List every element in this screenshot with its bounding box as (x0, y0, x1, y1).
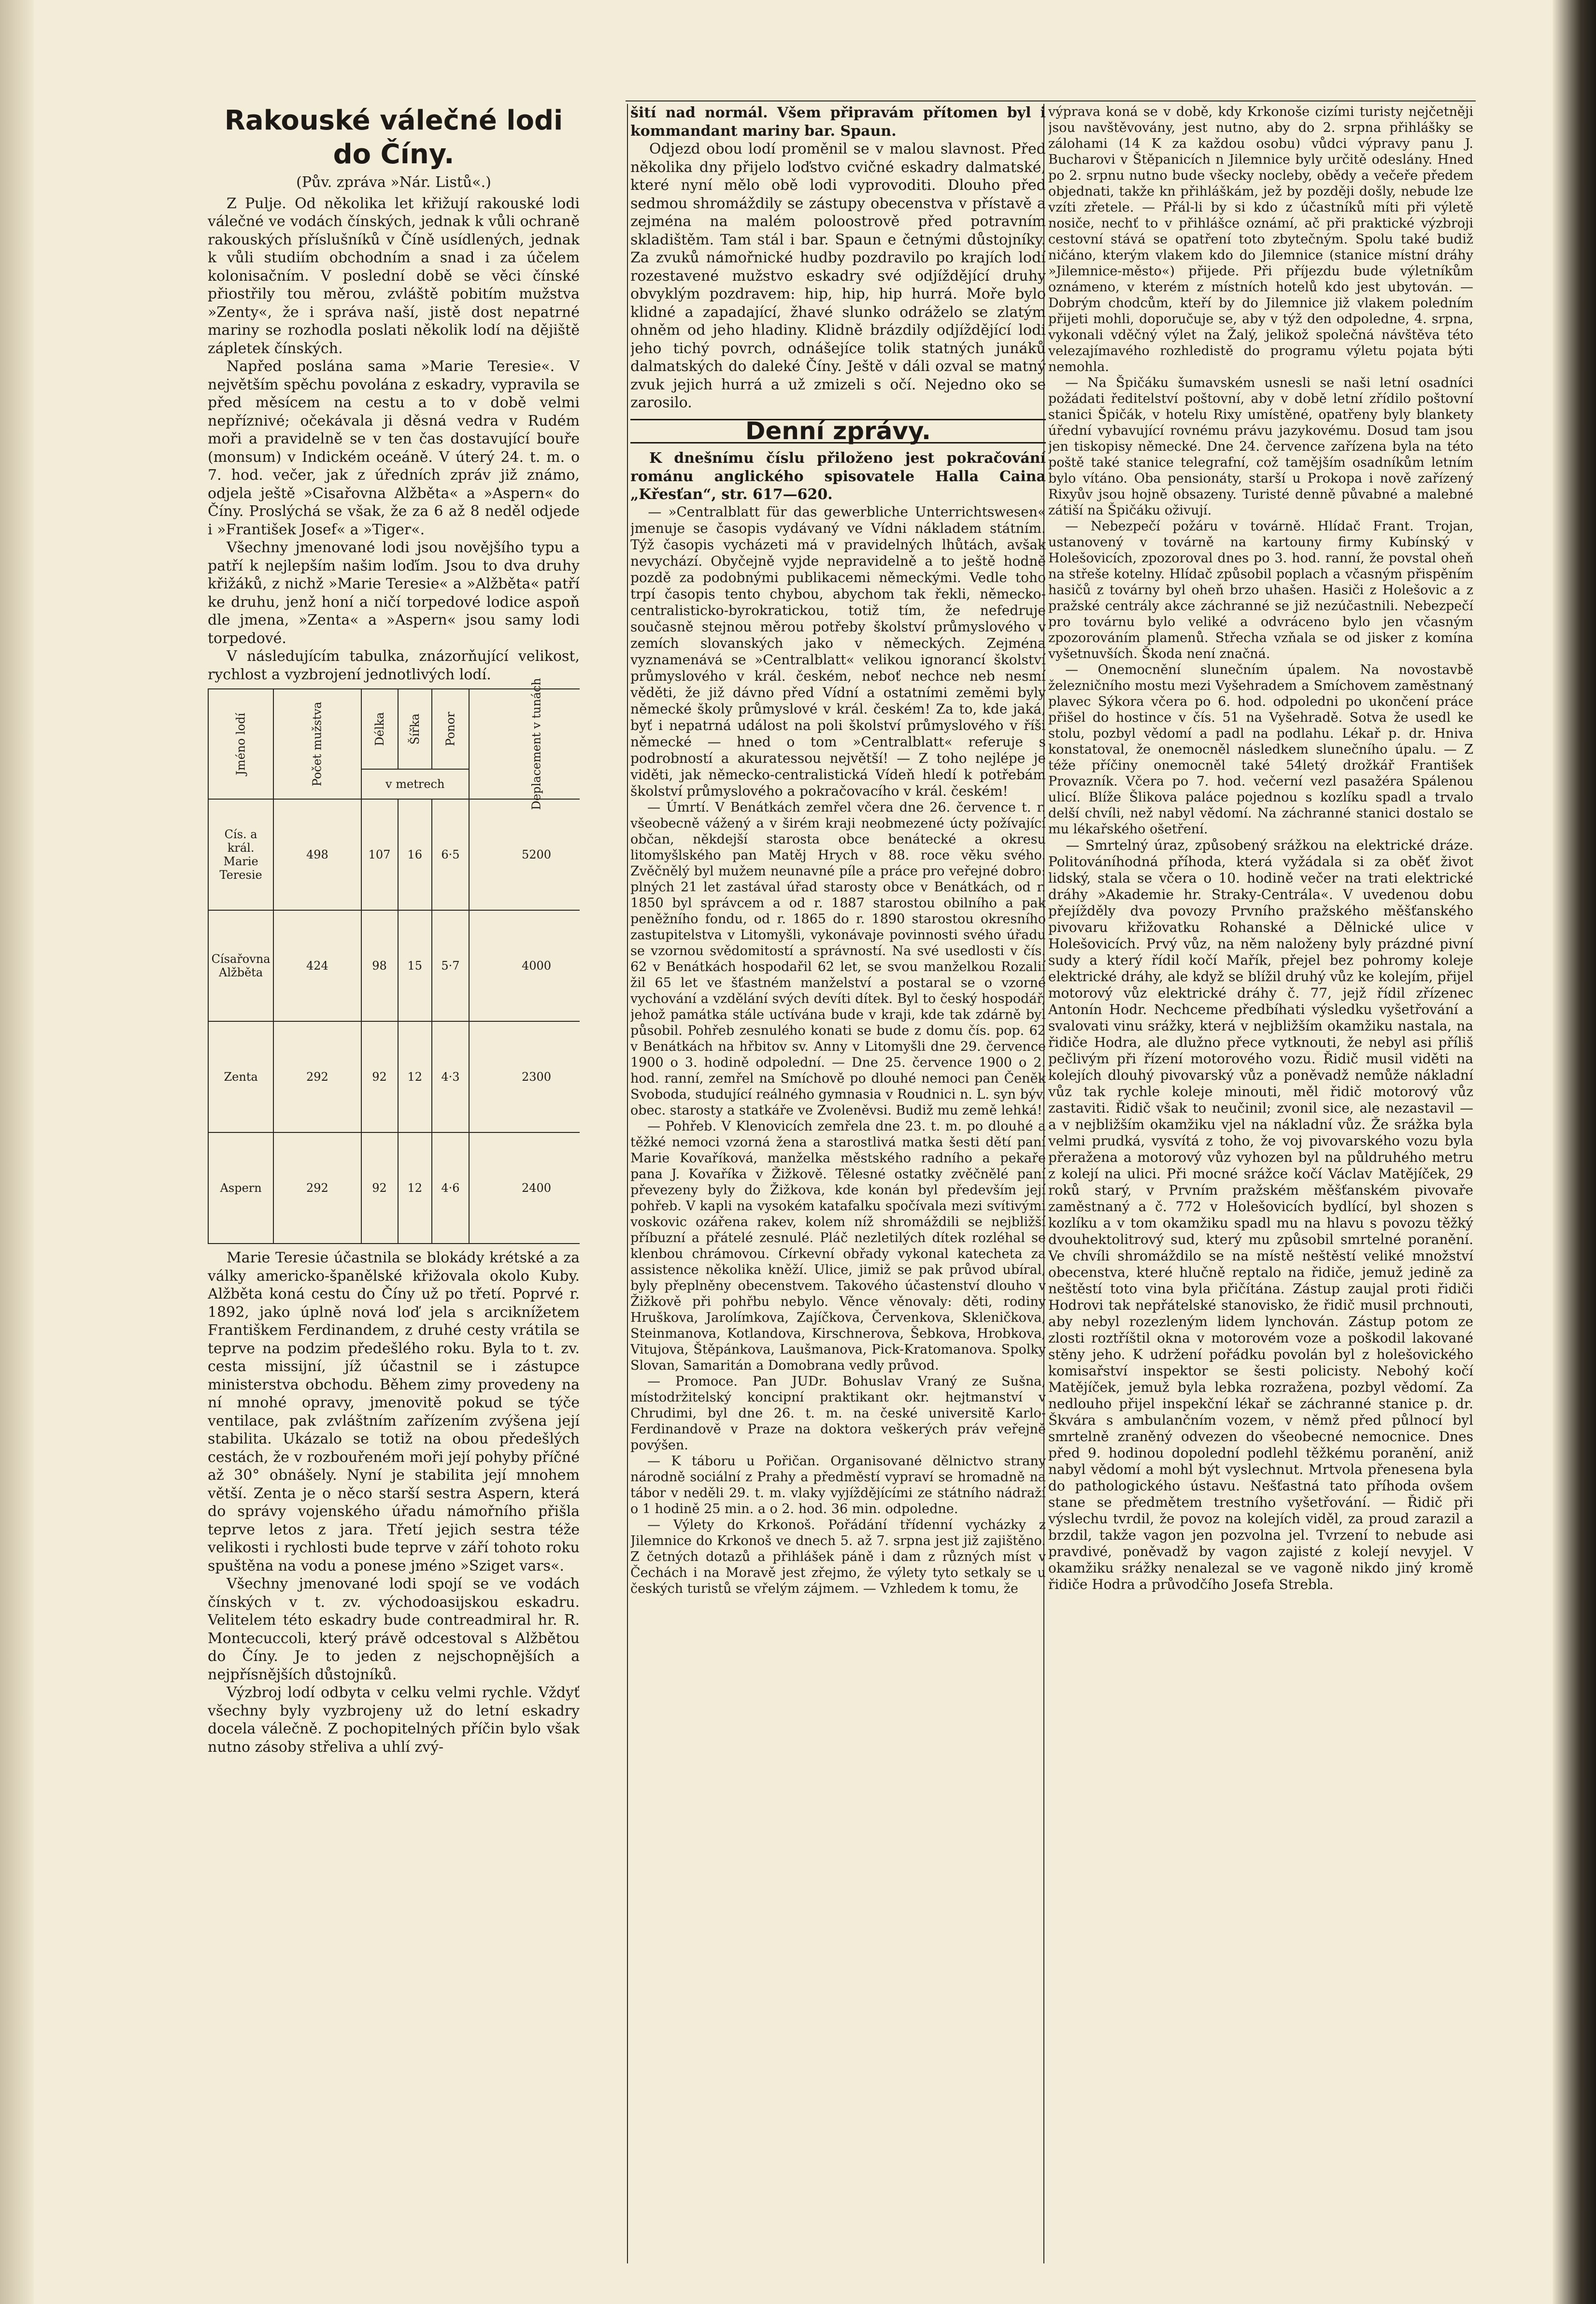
cell-width: 16 (398, 799, 432, 910)
column-rule-1 (627, 104, 628, 2263)
news-item: — Na Špičáku šumavském usnesli se naši letní osadníci požádati ředitelství poštovní, aby v době letní zřídilo poštovní stanici Špičák, v hotelu Rixy umístěné, opatřeny byly blankety úřední vybavující rovnému právu jazykovému. Dosud tam jsou jen tiskopisy německé. Dne 24. července zařízena byla na této poště také stanice telegrafní, což tamějším osadníkům letním bylo vítáno. Oba pensionáty, starší u Prokopa i nově zařízený Rixyův jsou hojně obsazeny. Turisté denně půvabné a malebné zátiší na Špičáku oživují. (1048, 375, 1473, 518)
header-meters: v metrech (361, 769, 469, 799)
article-paragraph: Všechny jmenované lodi spojí se ve vodách čínských v t. zv. východoasijskou eskadru. Velitelem této eskadry bude contreadmiral hr. R. Montecuccoli, který právě odcestoval s Alžbětou do Číny. Je to jeden z nejschopnějších a nejpřísnějších důstojníků. (208, 1575, 580, 1683)
article-paragraph: Všechny jmenované lodi jsou novějšího typu a patří k nejlepším našim loďím. Jsou to dva druhy křižáků, z nichž »Marie Teresie« a »Alžběta« patří ke druhu, jenž honí a ničí torpedové lodice aspoň dle jmena, »Zenta« a »Aspern« jsou samy lodi torpedové. (208, 539, 580, 647)
news-item: — Onemocnění slunečním úpalem. Na novostavbě železničního mostu mezi Vyšehradem a Smíchovem zaměstnaný plavec Sýkora včera po 6. hod. odpoledni po ukončení práce přišel do hostince v čís. 51 na Vyšehradě. Sotva že usedl ke stolu, pozbyl vědomí a padl na podlahu. Lékař p. dr. Hniva konstatoval, že onemocněl následkem slunečního úpalu. — Z téže příčiny onemocněl také 54letý drožkář František Provazník. Včera po 7. hod. večerní vezl pasažéra Spálenou ulicí. Blíže Šlikova paláce pojednou s kozlíku spadl a trvalo delší chvíli, než nabyl vědomí. Na záchranné stanici dostalo se mu lékařského ošetření. (1048, 662, 1473, 837)
header-length: Délka (361, 689, 398, 769)
article-paragraph: V následujícím tabulka, znázorňující velikost, rychlost a vyzbrojení jednotlivých lodí. (208, 648, 580, 683)
article-source: (Pův. zpráva »Nár. Listů«.) (296, 174, 491, 191)
cell-name: Zenta (208, 1021, 273, 1132)
supplement-notice: K dnešnímu číslu přiloženo jest pokračování románu anglického spisovatele Halla Caina „Křesťan“, str. 617—620. (630, 450, 1046, 503)
table-row (208, 910, 580, 1021)
article-paragraph: Marie Teresie účastnila se blokády krétské a za války americko-španělské křižovala okolo Kuby. Alžběta koná cestu do Číny už po třetí. Poprvé r. 1892, jako úplně nová loď jela s arciknížetem Františkem Ferdinandem, z druhé cesty vrátila se teprve na podzim předešlého roku. Byla to t. zv. cesta missijní, jíž účastnil se i zástupce ministerstva obchodu. Během zimy provedeny na ní mnohé opravy, jmenovitě pokud se týče ventilace, pak zvláštním zařízením zvýšena její stabilita. Ukázalo se totiž na obou předešlých cestách, že v rozbouřeném moři její pohyby příčné až 30° obnášely. Nyní je stabilita její mnohem větší. Zenta je o něco starší sestra Aspern, která do správy vojenského úřadu námořního přišla teprve letos z jara. Třetí jejich sestra téže velikosti i rychlosti bude teprve v září tohoto roku spuštěna na vodu a ponese jméno »Sziget vars«. (208, 1249, 580, 1574)
cell-crew: 498 (273, 799, 361, 910)
article-paragraph: Napřed poslána sama »Marie Teresie«. V největším spěchu povolána z eskadry, vypravila se před měsícem na cestu a to v době velmi nepříznivé; očekávala ji děsná vedra v Rudém moři a pravidelně se v ten čas dostavující bouře (monsum) v Indickém oceáně. V úterý 24. t. m. o 7. hod. večer, jak z úředních zpráv již známo, odjela ještě »Cisařovna Alžběta« a »Aspern« do Číny. Proslýchá se však, že za 6 až 8 neděl odjede i »František Josef« a »Tiger«. (208, 358, 580, 538)
header-name: Jméno lodí (208, 689, 273, 799)
news-item: — »Centralblatt für das gewerbliche Unterrichtswesen« jmenuje se časopis vydávaný ve Vídni nákladem státním. Týž časopis vycházeti má v pravidelných lhůtách, avšak nevychází. Obyčejně vyjde nepravidelně a to ještě hodně pozdě za podobnými publikacemi německými. Vedle toho trpí časopis tento chybou, abychom tak řekli, německo-centralisticko-byrokratickou, totiž tím, že nefedruje současně stejnou měrou potřeby školství průmyslového v zemích slovanských jako v německých. Zejména vyznamenává se »Centralblatt« velikou ignorancí školství průmyslového v král. českém, neboť nechce neb nesmí věděti, že již dávno před Vídní a ostatními zeměmi byly německé školy průmyslové v král. českém! Za to, kde jaká, byť i nepatrná událost na poli školství průmyslového v říši německé — hned o tom »Centralblatt« referuje s podrobností a akuratessou největší! — Z toho nejlépe je viděti, jak německo-centralistická Vídeň hledí k potřebám školství průmyslového a pokračovacího v král. českém! (630, 503, 1046, 799)
cell-name: Aspern (208, 1132, 273, 1244)
header-displacement: Deplacement v tunách (469, 689, 580, 799)
header-draft: Ponor (432, 689, 469, 769)
cell-width: 12 (398, 1021, 432, 1132)
cell-crew: 424 (273, 910, 361, 1021)
article-paragraph: Výzbroj lodí odbyta v celku velmi rychle. Vždyť všechny byly vyzbrojeny už do letní eskadry docela válečně. Z pochopitelných příčin bylo však nutno zásoby střeliva a uhlí zvý- (208, 1684, 580, 1756)
header-width: Šířka (398, 689, 432, 769)
page-edge-right (1553, 0, 1596, 2304)
cell-name: Císařovna Alžběta (208, 910, 273, 1021)
news-item: — K táboru u Pořičan. Organisované dělnictvo strany národně sociální z Prahy a předměstí vypraví se hromadně na tábor v neděli 29. t. m. vlaky vyjíždějícími ze státního nádraží o 1 hodině 25 min. a o 2. hod. 36 min. odpoledne. (630, 1453, 1046, 1517)
cell-displacement: 2400 (469, 1132, 580, 1244)
cell-length: 107 (361, 799, 398, 910)
column-1 (208, 104, 580, 2263)
article-headline: Rakouské válečné lodi do Číny. (224, 105, 563, 170)
ship-table (208, 678, 580, 1244)
continuation-paragraph: šití nad normál. Všem připravám přítomen byl i kommandant mariny bar. Spaun. (630, 104, 1046, 140)
cell-displacement: 4000 (469, 910, 580, 1021)
section-title-denni-zpravy: Denní zprávy. (630, 419, 1046, 444)
page-edge-left (0, 0, 34, 2304)
cell-draft: 6·5 (432, 799, 469, 910)
cell-displacement: 5200 (469, 799, 580, 910)
top-rule (626, 100, 1476, 101)
cell-draft: 4·3 (432, 1021, 469, 1132)
header-crew: Počet mužstva (273, 689, 361, 799)
cell-crew: 292 (273, 1021, 361, 1132)
table-row (208, 1132, 580, 1244)
column-3 (1048, 104, 1473, 2263)
cell-name: Cís. a král. Marie Teresie (208, 799, 273, 910)
table-row (208, 799, 580, 910)
cell-length: 92 (361, 1132, 398, 1244)
table-header-row (208, 689, 580, 769)
cell-crew: 292 (273, 1132, 361, 1244)
news-item: — Promoce. Pan JUDr. Bohuslav Vraný ze Sušna, místodržitelský koncipní praktikant okr. hejtmanství v Chrudimi, byl dne 26. t. m. na české universitě Karlo-Ferdinandově v Praze na doktora veškerých práv veřejně povýšen. (630, 1374, 1046, 1453)
article-paragraph: Odjezd obou lodí proměnil se v malou slavnost. Před několika dny přijelo loďstvo cvičné eskadry dalmatské, které nyní mělo obě lodi vyprovoditi. Dlouho před sedmou shromáždily se zástupy obecenstva v přístavě a zejména na malém poloostrově před potravním skladištěm. Tam stál i bar. Spaun e četnými důstojníky. Za zvuků námořnické hudby pozdravilo po krajích lodí rozestavené mužstvo eskadry své odjíždějící druhy obvyklým pozdravem: hip, hip, hip hurrá. Moře bylo klidné a zapadající, žhavé slunko odráželo se zlatým ohněm od jeho hladiny. Klidně brázdily odjíždějící lodi jeho tichý povrch, odnášejíce tolik statných junáků dalmatských do daleké Číny. Ještě v dáli ozval se matný zvuk jejich hurrá a už zmizeli s očí. Nejedno oko se zarosilo. (630, 141, 1046, 411)
cell-length: 92 (361, 1021, 398, 1132)
news-item: — Nebezpečí požáru v továrně. Hlídač Frant. Trojan, ustanovený v továrně na kartouny firmy Kubínský v Holešovicích, zpozoroval dnes po 3. hod. ranní, že povstal oheň na střeše kotelny. Hlídač způsobil poplach a včasným přispěním hasičů z továrny byl oheň brzo uhašen. Hasiči z Holešovic a z pražské centrály akce záchranné se již nezúčastnili. Nebezpečí pro továrnu bylo veliké a odvráceno bylo jen včasným zpozorováním plamenů. Střecha vzňala se od jisker z komína vyšetnuvších. Škoda není značná. (1048, 519, 1473, 661)
news-item: — Pohřeb. V Klenovicích zemřela dne 23. t. m. po dlouhé a těžké nemoci vzorná žena a starostlivá matka šesti dětí paní Marie Kovaříková, manželka městského radního a pekaře pana J. Kovaříka v Žižkově. Tělesné ostatky zvěčnělé paní převezeny byly do Žižkova, kde konán byl především její pohřeb. V kapli na vysokém katafalku spočívala mezi svítivými voskovic ozářena rakev, kolem níž shromáždili se nejbližší příbuzní a přátelé zesnulé. Pláč nezletilých dítek rozléhal se klenbou chrámovou. Církevní obřady vykonal katecheta za assistence několika kněží. Ulice, jimiž se pak průvod ubíral, byly přeplněny obecenstvem. Takového účastenství dlouho v Žižkově při pohřbu nebylo. Věnce věnovaly: děti, rodiny Hruškova, Jarolímkova, Zajíčkova, Červenkova, Skleničkova, Steinmanova, Kotlandova, Kirschnerova, Šebkova, Hrobkova, Vitujova, Štěpánkova, Laušmanova, Pick-Kratomanova. Spolky Slovan, Samaritán a Domobrana vedly průvod. (630, 1118, 1046, 1373)
table-row (208, 1021, 580, 1132)
news-item: — Výlety do Krkonoš. Pořádání třídenní vycházky z Jilemnice do Krkonoš ve dnech 5. až 7. srpna jest již zajištěno. Z četných dotazů a přihlášek páně i dam z různých míst v Čechách i na Moravě jest zřejmo, že výlety tyto setkaly se u českých turistů se vřelým zájmem. — Vzhledem k tomu, že (630, 1517, 1046, 1596)
cell-length: 98 (361, 910, 398, 1021)
news-item: — Úmrtí. V Benátkách zemřel včera dne 26. července t. r. všeobecně vážený a v širém kraji neobmezené úcty požívající občan, někdejší starosta obce benátecké a okresu litomyšlského pan Matěj Hrych v 88. roce věku svého. Zvěčnělý byl mužem neunavné píle a práce pro veřejné dobro: plných 21 let zastával úřad starosty obce v Benátkách, od r. 1850 byl správcem a od r. 1887 starostou obilního a pak peněžního fondu, od r. 1865 do r. 1890 starostou okresního zastupitelstva v Litomyšli, vykonávaje povinnosti svého úřadu se vzornou svědomitostí a správností. Na své usedlosti v čís. 62 v Benátkách hospodařil 62 let, se svou manželkou Rozalií žil 65 let ve šťastném manželství a postaral se o vzorné vychování a vzdělání svých devíti dítek. Byl to český hospodář, jehož památka stále uctívána bude v kraji, kde tak zdárně byl působil. Pohřeb zesnulého konati se bude z domu čís. pop. 62 v Benátkách na hřbitov sv. Anny v Litomyšli dne 29. července 1900 o 3. hodině odpolední. — Dne 25. července 1900 o 2. hod. ranní, zemřel na Smíchově po dlouhé nemoci pan Čeněk Svoboda, studující reálného gymnasia v Roudnici n. L. syn býv. obec. starosty a statkáře ve Zvoleněvsi. Budiž mu země lehká! (630, 800, 1046, 1118)
news-item: — Smrtelný úraz, způsobený srážkou na elektrické dráze. Politováníhodná příhoda, která vyžádala si za oběť život lidský, stala se včera o 10. hodině večer na trati elektrické dráhy »Akademie hr. Straky-Centrála«. V uvedenou dobu přejížděly dva povozy Prvního pražského měšťanského pivovaru křižovatku Rohanské a Dělnické ulice v Holešovicích. Prvý vůz, na něm naloženy byly prázdné pivní sudy a který řídil kočí Mařík, přejel bez pohromy koleje elektrické dráhy, ale když se blížil druhý vůz ke kolejím, přijel motorový vůz elektrické dráhy č. 77, jejž řídil zřízenec Antonín Hodr. Nechceme předbíhati výsledku vyšetřování a svalovati vinu srážky, která v nejbližším okamžiku nastala, na řidiče Hodra, ale dlužno přece vytknouti, že nebyl asi příliš pečlivým při řízení motorového vozu. Řidič musil viděti na kolejích dlouhý pivovarský vůz a poněvadž nemůže nákladní vůz tak rychle koleje minouti, měl řidič motorový vůz zastaviti. Řidič však to neučinil; zvonil sice, ale nezastavil — a v nejbližším okamžiku vjel na nákladní vůz. Že srážka byla velmi prudká, vysvítá z toho, že voj pivovarského vozu byla přeražena a motorový vůz vyhozen byl na půldruhého metru z kolejí na ulici. Při mocné srážce kočí Václav Matějíček, 29 roků starý, v Prvním pražském měšťanském pivovaře zaměstnaný a č. 772 v Holešovicích bydlící, byl shozen s kozlíku a v tom okamžiku spadl mu na hlavu s povozu těžký dvouhektolitrový sud, který mu způsobil smrtelné poranění. Ve chvíli shromáždilo se na místě neštěstí veliké množství obecenstva, které hlučně reptalo na řidiče, jemuž jedině za neštěstí toto vina byla přičítána. Zástup zaujal proti řidiči Hodrovi tak nepřátelské stanovisko, že řidič musil prchnouti, aby nebyl rozezleným lidem lynchován. Zástup potom ze zlosti roztříštil okna v motorovém voze a poškodil lakované stěny jeho. K udržení pořádku povolán byl z holešovického komisařství inspektor se šesti policisty. Nebohý kočí Matějíček, jemuž byla lebka rozražena, pozbyl vědomí. Za nedlouho přijel inspekční lékař se záchranné stanice p. dr. Škvára s ambulančním vozem, v němž před půlnocí byl smrtelně zraněný odvezen do všeobecné nemocnice. Dnes před 9. hodinou dopolední podlehl těžkému poranění, aniž nabyl vědomí a mohl být vyslechnut. Mrtvola přenesena byla do pathologického ústavu. Nešťastná tato příhoda ovšem stane se předmětem trestního vyšetřování. — Řidič při výslechu tvrdil, že povoz na kolejích viděl, za proud zarazil a brzdil, takže vagon jen pozvolna jel. Tvrzení to nebude asi pravdivé, poněvadž by vagon zajisté z kolejí nevyjel. V okamžiku srážky nenalezal se ve vagoně nikdo jiný kromě řidiče Hodra a průvodčího Josefa Strebla. (1048, 837, 1473, 1592)
news-item: výprava koná se v době, kdy Krkonoše cizími turisty nejčetněji jsou navštěvovány, jest nutno, aby do 2. srpna přihlášky se zálohami (14 K za každou osobu) vůdci výpravy panu J. Bucharovi v Štěpanicích n Jilemnice byly určitě odeslány. Hned po 2. srpnu nutno bude všecky nocleby, obědy a večeře předem objednati, takže kn přihláškám, jež by později došly, nebude lze vzíti zřetele. — Přál-li by si kdo z účastníků míti při výletě nosiče, nechť to v přihlášce oznámí, ač při praktické výzbroji cestovní stává se opatření toto zbytečným. Spolu také budiž ničáno, kterým vlakem kdo do Jilemnice (stanice místní dráhy »Jilemnice-město«) přijede. Při příjezdu bude výletníkům oznámeno, v kterém z místních hotelů kdo jest ubytován. — Dobrým chodcům, kteří by do Jilemnice již vlakem poledním přijeti mohli, doporučuje se, aby v týž den odpoledne, 4. srpna, vykonali vděčný výlet na Žalý, jelikož společná návštěva této velezajímavého rozhledistě do programu výletu pojata býti nemohla. (1048, 104, 1473, 374)
cell-displacement: 2300 (469, 1021, 580, 1132)
cell-width: 15 (398, 910, 432, 1021)
cell-draft: 5·7 (432, 910, 469, 1021)
cell-width: 12 (398, 1132, 432, 1244)
cell-draft: 4·6 (432, 1132, 469, 1244)
column-2 (630, 104, 1046, 2263)
article-paragraph: Z Pulje. Od několika let křižují rakouské lodi válečné ve vodách čínských, jednak k vůli ochraně rakouských příslušníků v Číně usídlených, jednak k vůli studiím obchodním a snad i za účelem kolonisačním. V poslední době se věci čínské přiostřily tou měrou, zvláště pobitím mužstva »Zenty«, že i správa naší, jistě dost nepatrné mariny se rozhodla poslati několik lodí na dějiště zápletek čínských. (208, 195, 580, 357)
